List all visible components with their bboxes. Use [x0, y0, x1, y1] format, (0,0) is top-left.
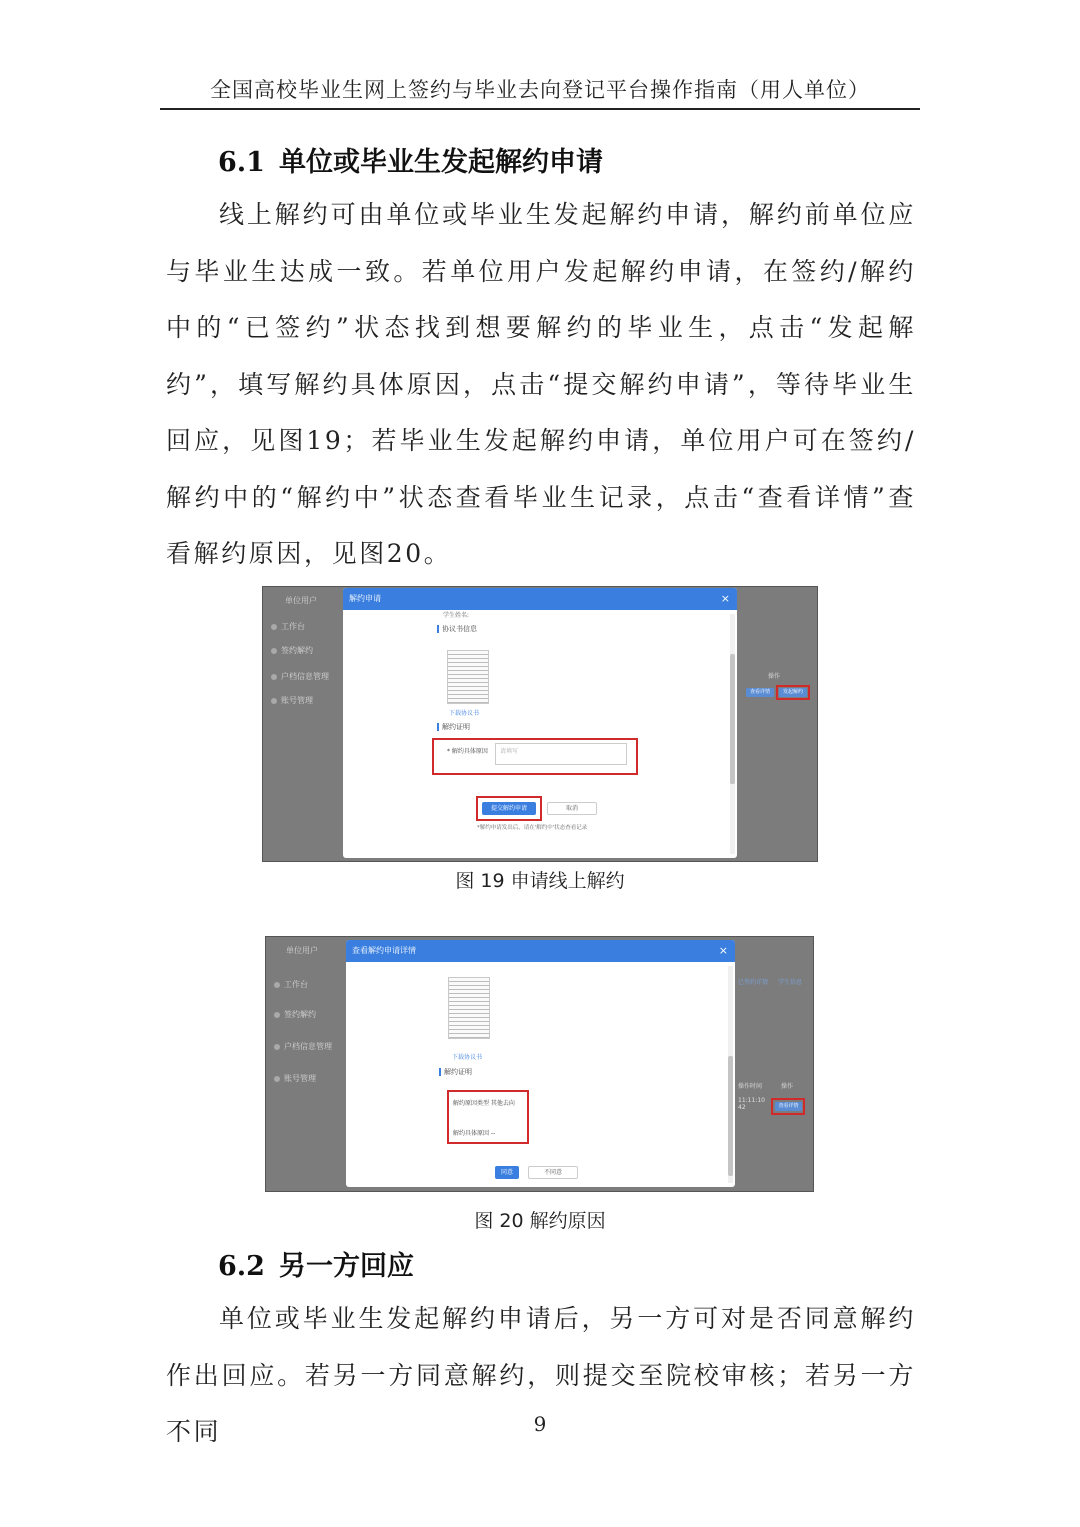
terminate-detail-dialog: [346, 940, 735, 1187]
sidebar-item-sign: 签约解约: [271, 645, 313, 656]
dialog-title: 查看解约申请详情 ×: [346, 940, 735, 962]
sidebar-item-sign: 签约解约: [274, 1009, 316, 1020]
section-paragraph: 单位或毕业生发起解约申请后，另一方可对是否同意解约作出回应。若另一方同意解约，则提交至院校审核；若另一方不同: [166, 1304, 916, 1446]
scrollbar[interactable]: [728, 966, 733, 1183]
reason-type-text: 解约原因类型 其他去向: [453, 1100, 515, 1107]
dialog-title: 解约申请 ×: [343, 588, 737, 610]
column-header-op: 操作: [768, 673, 781, 680]
submit-terminate-button[interactable]: 提交解约申请: [482, 802, 536, 815]
section-title: 另一方回应: [278, 1251, 414, 1282]
dot-icon: [271, 674, 277, 680]
reason-label: * 解约具体原因: [447, 748, 488, 755]
cancel-button[interactable]: 取消: [547, 802, 597, 815]
scroll-thumb[interactable]: [728, 1056, 733, 1176]
dot-icon: [274, 1012, 280, 1018]
agreement-thumbnail: [448, 977, 490, 1039]
bg-top-right: 学生信息: [778, 979, 803, 986]
close-icon[interactable]: ×: [718, 944, 728, 957]
initiate-terminate-button-bg[interactable]: 发起解约: [779, 688, 807, 697]
disagree-button[interactable]: 不同意: [528, 1166, 578, 1179]
dot-icon: [271, 698, 277, 704]
section-heading-6-1: [218, 140, 603, 179]
terminate-dialog: [343, 588, 737, 858]
figure-19-screenshot: [262, 586, 818, 862]
sidebar-title: 单位用户: [285, 596, 317, 605]
view-detail-button-bg[interactable]: 查看详情: [746, 688, 774, 697]
highlight-box: [771, 1098, 805, 1115]
view-detail-button-bg[interactable]: 查看详情: [775, 1102, 802, 1111]
column-header-op: 操作: [781, 1083, 794, 1090]
proof-section-label: 解约证明: [437, 722, 470, 732]
student-name-label: 学生姓名:: [443, 612, 470, 619]
dot-icon: [274, 1044, 280, 1050]
sidebar-item-archive: 户档信息管理: [274, 1041, 332, 1052]
download-agreement-link[interactable]: 下载协议书: [452, 1054, 483, 1061]
section-number: 6.2: [218, 1251, 265, 1282]
page-number: 9: [533, 1412, 547, 1436]
page-header: 全国高校毕业生网上签约与毕业去向登记平台操作指南（用人单位）: [160, 74, 920, 110]
highlight-box: [776, 685, 810, 700]
figure-19-caption: 图 19 申请线上解约: [455, 870, 625, 892]
bg-top-left: 已签约详情: [738, 979, 769, 986]
section-heading-6-2: [218, 1244, 414, 1283]
reason-detail-text: 解约具体原因 --: [453, 1130, 496, 1137]
dot-icon: [274, 982, 280, 988]
dot-icon: [271, 648, 277, 654]
sidebar-item-workbench: 工作台: [274, 979, 308, 990]
sidebar-item-archive: 户档信息管理: [271, 671, 329, 682]
dot-icon: [271, 624, 277, 630]
scrollbar[interactable]: [730, 614, 735, 854]
section-title: 单位或毕业生发起解约申请: [278, 147, 603, 178]
download-agreement-link[interactable]: 下载协议书: [449, 710, 480, 717]
sidebar-item-account: 账号管理: [274, 1073, 316, 1084]
figure-20-screenshot: [265, 936, 814, 1192]
figure-20-caption: 图 20 解约原因: [474, 1210, 606, 1232]
proof-section-label: 解约证明: [439, 1067, 472, 1077]
section-number: 6.1: [218, 147, 265, 178]
section-paragraph: 线上解约可由单位或毕业生发起解约申请，解约前单位应与毕业生达成一致。若单位用户发起解约申请，在签约/解约中的“已签约”状态找到想要解约的毕业生，点击“发起解约”，填写解约具体原因，点击“提交解约申请”，等待毕业生回应，见图19；若毕业生发起解约申请，单位用户可在签约/解约中的“解约中”状态查看毕业生记录，点击“查看详情”查看解约原因，见图20。: [166, 200, 916, 568]
highlight-box: [432, 738, 638, 775]
sidebar-title: 单位用户: [286, 946, 318, 955]
time-value: 11:11:10 42: [738, 1097, 765, 1111]
reason-textarea[interactable]: 请填写: [495, 743, 627, 765]
highlight-box: [476, 796, 542, 821]
close-icon[interactable]: ×: [720, 592, 730, 605]
scroll-thumb[interactable]: [730, 654, 735, 784]
highlight-box: [447, 1090, 529, 1144]
sidebar-item-workbench: 工作台: [271, 621, 305, 632]
agreement-thumbnail: [447, 650, 489, 704]
dot-icon: [274, 1076, 280, 1082]
agree-button[interactable]: 同意: [495, 1166, 519, 1179]
submit-note: *解约申请发出后，请在'解约中'状态查看记录: [477, 825, 588, 831]
agreement-section-label: 协议书信息: [437, 624, 477, 634]
sidebar-item-account: 账号管理: [271, 695, 313, 706]
column-header-time: 操作时间: [738, 1083, 763, 1090]
